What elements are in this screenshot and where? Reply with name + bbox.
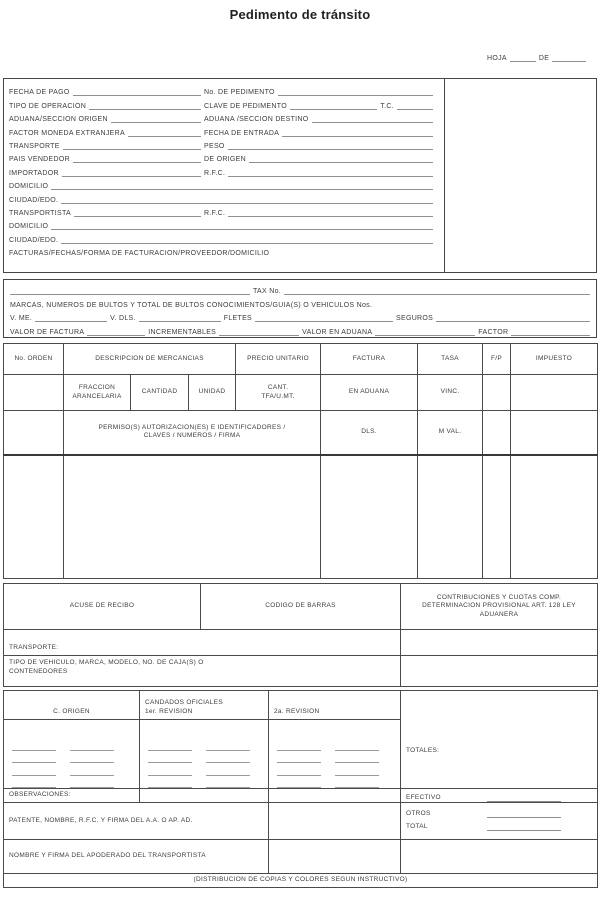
field-blank-line bbox=[74, 208, 201, 217]
col-header-vinc: VINC. bbox=[418, 375, 483, 411]
empty-cell bbox=[418, 455, 483, 579]
col-header-cant-tfa: CANT. TFA/U.MT. bbox=[236, 375, 321, 411]
empty-cell bbox=[64, 455, 321, 579]
goods-table bbox=[3, 343, 598, 579]
col-header-en-aduana: EN ADUANA bbox=[321, 375, 418, 411]
seguros-label: SEGUROS bbox=[396, 315, 434, 323]
field-label: ADUANA/SECCION ORIGEN bbox=[9, 116, 108, 124]
acuse-recibo-cell: ACUSE DE RECIBO bbox=[4, 584, 201, 630]
receipt-section bbox=[3, 583, 598, 687]
field-blank-line bbox=[62, 168, 201, 177]
field-row-ciudad-edo-2 bbox=[9, 231, 436, 244]
field-blank-line bbox=[290, 101, 377, 110]
c-origen-header: C. ORIGEN bbox=[4, 691, 140, 720]
field-label: PAIS VENDEDOR bbox=[9, 156, 70, 164]
field-blank-line bbox=[128, 128, 201, 137]
tax-blank-line-right bbox=[284, 286, 590, 295]
candados-oficiales-header: CANDADOS OFICIALES 1er. REVISION bbox=[140, 691, 269, 720]
seal-blank-line bbox=[148, 756, 192, 763]
revision-2a-blanks bbox=[269, 720, 401, 789]
empty-cell bbox=[483, 455, 511, 579]
field-blank-line bbox=[282, 128, 433, 137]
transporte-row bbox=[4, 630, 598, 656]
col-header-precio-unitario: PRECIO UNITARIO bbox=[236, 344, 321, 375]
field-row-aduana-origen bbox=[9, 111, 436, 124]
field-blank-line bbox=[63, 141, 201, 150]
goods-body-row bbox=[4, 455, 598, 579]
seals-section bbox=[3, 690, 598, 888]
efectivo-cell: EFECTIVO bbox=[401, 789, 598, 803]
seal-blank-line bbox=[277, 769, 321, 776]
seal-blank-line bbox=[277, 781, 321, 788]
field-row-domicilio-2 bbox=[9, 218, 436, 231]
field-row-importador bbox=[9, 164, 436, 177]
seal-blank-line bbox=[335, 756, 379, 763]
field-blank-line bbox=[139, 313, 221, 322]
col-header-impuesto: IMPUESTO bbox=[511, 344, 598, 375]
field-blank-line bbox=[61, 195, 433, 204]
field-blank-line bbox=[255, 313, 393, 322]
field-blank-line bbox=[111, 114, 201, 123]
otros-total-cell: OTROS TOTAL bbox=[401, 803, 598, 840]
empty-cell bbox=[269, 803, 401, 840]
field-label: FACTOR MONEDA EXTRANJERA bbox=[9, 129, 125, 137]
empty-cell bbox=[4, 455, 64, 579]
seal-blank-line bbox=[335, 744, 379, 751]
field-label: R.F.C. bbox=[204, 209, 226, 217]
field-row-pais-vendedor bbox=[9, 151, 436, 164]
field-label: FECHA DE ENTRADA bbox=[204, 129, 280, 137]
field-blank-line bbox=[375, 327, 475, 336]
field-blank-line bbox=[228, 168, 433, 177]
seal-blank-line bbox=[70, 781, 114, 788]
efectivo-blank-line bbox=[487, 794, 561, 802]
field-blank-line bbox=[61, 235, 433, 244]
seal-blank-line bbox=[277, 744, 321, 751]
seal-blank-line bbox=[70, 769, 114, 776]
seal-blank-line bbox=[206, 769, 250, 776]
seal-blank-line bbox=[12, 756, 56, 763]
field-blank-line bbox=[35, 313, 107, 322]
field-row-transporte bbox=[9, 138, 436, 151]
seal-blank-line bbox=[12, 769, 56, 776]
col-header-factura: FACTURA bbox=[321, 344, 418, 375]
seal-blank-line bbox=[148, 781, 192, 788]
empty-cell bbox=[269, 840, 401, 874]
field-blank-line bbox=[436, 313, 590, 322]
field-blank-line bbox=[51, 221, 433, 230]
tax-no-label: TAX No. bbox=[253, 288, 282, 296]
v-me-label: V. ME. bbox=[10, 315, 33, 323]
col-header-unidad: UNIDAD bbox=[189, 375, 236, 411]
field-label: ADUANA /SECCION DESTINO bbox=[204, 116, 309, 124]
empty-cell bbox=[401, 630, 598, 656]
field-blank-line bbox=[51, 181, 433, 190]
field-blank-line bbox=[87, 327, 145, 336]
distribucion-row bbox=[4, 874, 598, 888]
revision-2a-header: 2a. REVISION bbox=[269, 691, 401, 720]
page-title: Pedimento de tránsito bbox=[229, 7, 371, 22]
empty-cell bbox=[4, 375, 64, 411]
seal-blank-line bbox=[335, 769, 379, 776]
empty-cell bbox=[483, 411, 511, 455]
field-blank-line bbox=[228, 141, 433, 150]
hoja-de-line bbox=[487, 53, 595, 63]
field-row-transportista bbox=[9, 205, 436, 218]
seal-blank-line bbox=[148, 769, 192, 776]
field-row-ciudad-edo bbox=[9, 191, 436, 204]
fletes-label: FLETES bbox=[223, 315, 253, 323]
field-blank-line bbox=[249, 154, 433, 163]
field-row-fecha-pago bbox=[9, 84, 436, 97]
marcas-bultos-row bbox=[10, 296, 590, 309]
field-label: TIPO DE OPERACION bbox=[9, 102, 87, 110]
field-blank-line bbox=[73, 87, 201, 96]
seal-blank-line bbox=[12, 744, 56, 751]
contribuciones-cell: CONTRIBUCIONES Y CUOTAS COMP. DETERMINACION PROVISIONAL ART. 128 LEY ADUANERA bbox=[401, 584, 598, 630]
field-row-factor-moneda bbox=[9, 124, 436, 137]
field-label: TRANSPORTE bbox=[9, 142, 60, 150]
col-header-descripcion: DESCRIPCION DE MERCANCIAS bbox=[64, 344, 236, 375]
field-blank-line bbox=[228, 208, 433, 217]
field-label: FECHA DE PAGO bbox=[9, 89, 70, 97]
field-blank-line bbox=[511, 327, 590, 336]
field-blank-line bbox=[219, 327, 299, 336]
field-label: CIUDAD/EDO. bbox=[9, 196, 59, 204]
permisos-cell: PERMISO(S) AUTORIZACION(ES) E IDENTIFICADORES / CLAVES / NUMEROS / FIRMA bbox=[64, 411, 321, 455]
empty-cell bbox=[483, 375, 511, 411]
otros-blank-line bbox=[487, 810, 561, 818]
empty-cell bbox=[511, 375, 598, 411]
empty-cell bbox=[401, 656, 598, 687]
valores-row-2 bbox=[10, 323, 590, 336]
field-label: DOMICILIO bbox=[9, 223, 49, 231]
field-row-domicilio bbox=[9, 178, 436, 191]
general-info-rows bbox=[9, 84, 436, 258]
seal-blank-line bbox=[206, 744, 250, 751]
empty-cell bbox=[269, 789, 401, 803]
seal-blank-line bbox=[206, 781, 250, 788]
field-label: IMPORTADOR bbox=[9, 169, 59, 177]
goods-header-row-2 bbox=[4, 375, 598, 411]
valores-row-1 bbox=[10, 310, 590, 323]
field-label: FACTURAS/FECHAS/FORMA DE FACTURACION/PROVEEDOR/DOMICILIO bbox=[9, 250, 270, 258]
col-header-dls: DLS. bbox=[321, 411, 418, 455]
col-header-fp: F/P bbox=[483, 344, 511, 375]
col-header-m-val: M VAL. bbox=[418, 411, 483, 455]
right-empty-box-divider bbox=[444, 79, 445, 272]
field-blank-line bbox=[89, 101, 201, 110]
field-label: T.C. bbox=[380, 102, 394, 110]
de-blank-line bbox=[552, 53, 586, 62]
distribucion-footer: (DISTRIBUCION DE COPIAS Y COLORES SEGUN INSTRUCTIVO) bbox=[4, 874, 598, 888]
field-label: No. DE PEDIMENTO bbox=[204, 89, 275, 97]
tax-no-row bbox=[10, 283, 590, 296]
factor-label: FACTOR bbox=[478, 328, 509, 336]
hoja-label: HOJA bbox=[487, 55, 507, 62]
de-label: DE bbox=[538, 55, 550, 62]
tipo-vehiculo-cell: TIPO DE VEHICULO, MARCA, MODELO, NO. DE CAJA(S) O CONTENEDORES bbox=[4, 656, 401, 687]
seal-blank-line bbox=[12, 781, 56, 788]
field-blank-line bbox=[73, 154, 201, 163]
col-header-cantidad: CANTIDAD bbox=[131, 375, 189, 411]
patente-row bbox=[4, 803, 598, 840]
c-origen-blanks bbox=[4, 720, 140, 789]
field-row-facturas bbox=[9, 245, 436, 258]
tipo-vehiculo-row bbox=[4, 656, 598, 687]
field-label: R.F.C. bbox=[204, 169, 226, 177]
apoderado-firma-cell: NOMBRE Y FIRMA DEL APODERADO DEL TRANSPORTISTA bbox=[4, 840, 269, 874]
field-label: CLAVE DE PEDIMENTO bbox=[204, 102, 287, 110]
empty-cell bbox=[511, 411, 598, 455]
seal-blank-line bbox=[148, 744, 192, 751]
seal-blank-line bbox=[70, 756, 114, 763]
values-rows bbox=[10, 283, 590, 337]
empty-cell bbox=[321, 455, 418, 579]
receipt-row bbox=[4, 584, 598, 630]
field-label: TRANSPORTISTA bbox=[9, 209, 71, 217]
field-blank-line bbox=[278, 87, 433, 96]
candados-blanks bbox=[140, 720, 269, 789]
seal-blank-line bbox=[206, 756, 250, 763]
seal-blank-line bbox=[335, 781, 379, 788]
total-blank-line bbox=[487, 823, 561, 831]
field-row-tipo-operacion bbox=[9, 97, 436, 110]
goods-header-row-3 bbox=[4, 411, 598, 455]
field-blank-line bbox=[312, 114, 433, 123]
seal-blank-line bbox=[70, 744, 114, 751]
totales-cell: TOTALES: bbox=[401, 691, 598, 789]
hoja-blank-line bbox=[510, 53, 536, 62]
valor-aduana-label: VALOR EN ADUANA bbox=[302, 328, 373, 336]
col-header-tasa: TASA bbox=[418, 344, 483, 375]
seals-header-row bbox=[4, 691, 598, 720]
goods-header-row-1 bbox=[4, 344, 598, 375]
field-label: DE ORIGEN bbox=[204, 156, 246, 164]
patente-firma-cell: PATENTE, NOMBRE, R.F.C. Y FIRMA DEL A.A. O AP. AD. bbox=[4, 803, 269, 840]
codigo-barras-cell: CODIGO DE BARRAS bbox=[201, 584, 401, 630]
seal-blank-line bbox=[277, 756, 321, 763]
field-label: PESO bbox=[204, 142, 225, 150]
general-info-box bbox=[3, 78, 597, 273]
empty-cell bbox=[140, 789, 269, 803]
transporte-cell: TRANSPORTE: bbox=[4, 630, 401, 656]
values-box bbox=[3, 279, 597, 338]
observaciones-cell: OBSERVACIONES: bbox=[4, 789, 140, 803]
marcas-label: MARCAS, NUMEROS DE BULTOS Y TOTAL DE BULTOS CONOCIMIENTOS/GUIA(S) O VEHICULOS Nos. bbox=[10, 301, 373, 309]
v-dls-label: V. DLS. bbox=[110, 315, 136, 323]
tax-blank-line-left bbox=[10, 286, 250, 295]
valor-factura-label: VALOR DE FACTURA bbox=[10, 328, 85, 336]
empty-cell bbox=[4, 411, 64, 455]
col-header-fraccion: FRACCION ARANCELARIA bbox=[64, 375, 131, 411]
observaciones-row bbox=[4, 789, 598, 803]
incrementables-label: INCREMENTABLES bbox=[148, 328, 217, 336]
field-label: DOMICILIO bbox=[9, 183, 49, 191]
empty-cell bbox=[401, 840, 598, 874]
apoderado-row bbox=[4, 840, 598, 874]
field-label: CIUDAD/EDO. bbox=[9, 236, 59, 244]
empty-cell bbox=[511, 455, 598, 579]
col-header-no-orden: No. ORDEN bbox=[4, 344, 64, 375]
field-blank-line bbox=[397, 101, 433, 110]
